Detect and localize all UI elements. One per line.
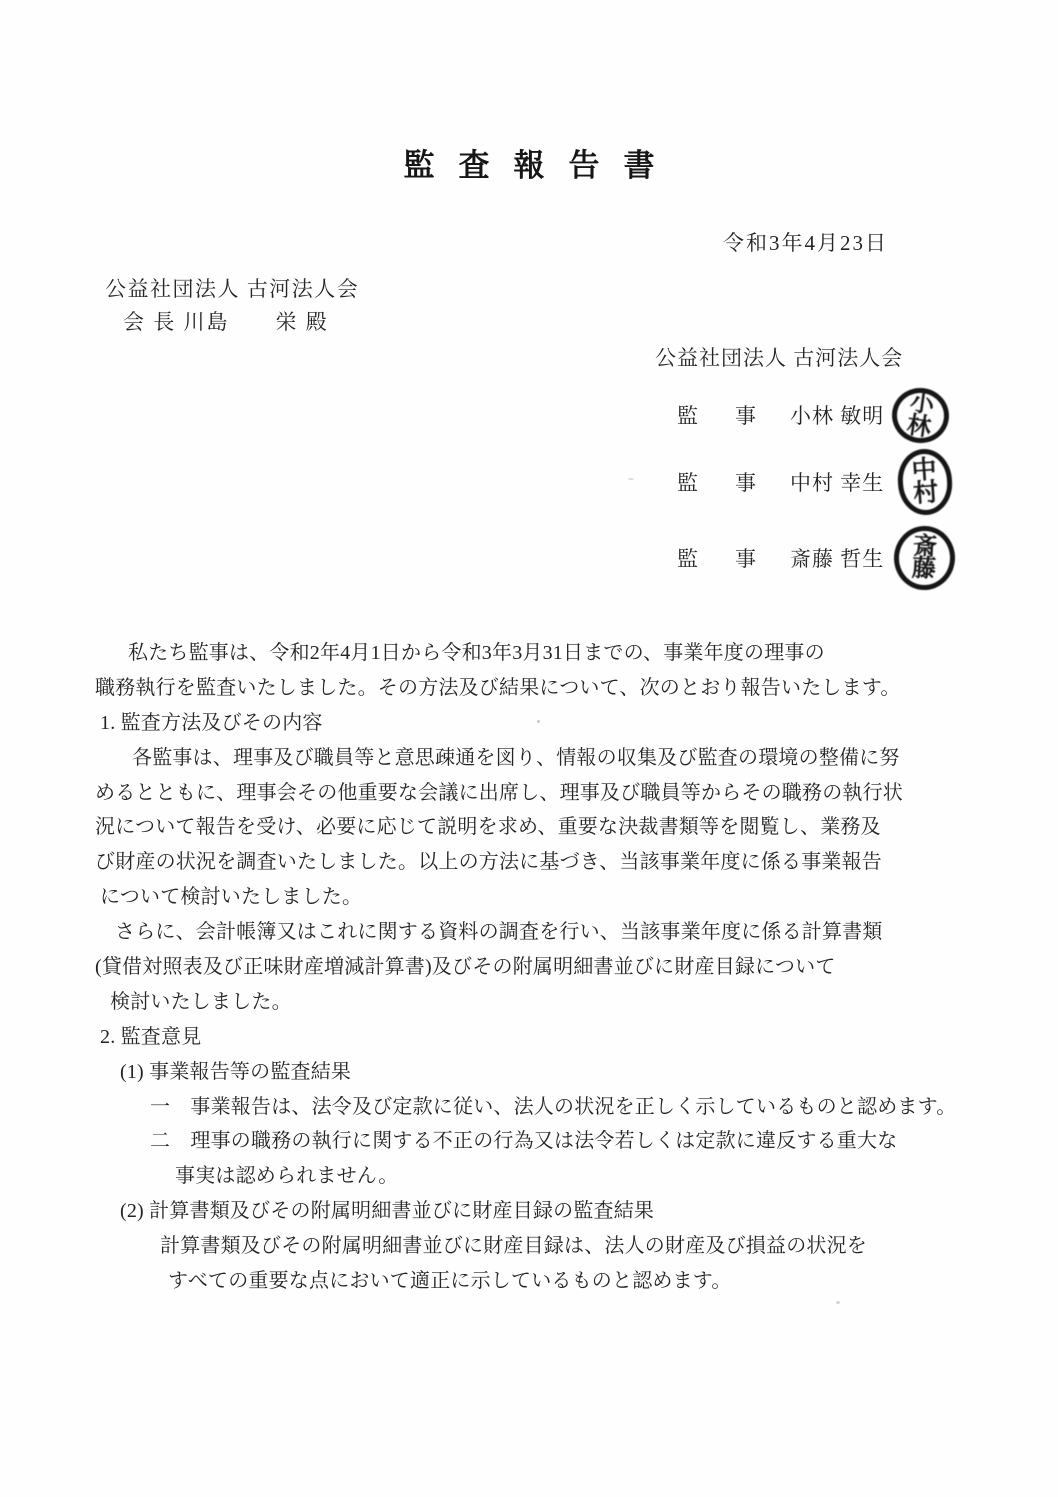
hanko-seal-stamp: [893, 524, 957, 591]
hanko-seal-stamp: [889, 384, 953, 446]
seal-text: 小林: [905, 389, 936, 441]
body-line: すべての重要な点において適正に示しているものと認めます。: [168, 1269, 732, 1292]
scan-artifact: [537, 720, 540, 723]
body-line: 2. 監査意見: [100, 1025, 202, 1048]
addressee-person: 会 長 川島 栄 殿: [123, 310, 329, 334]
body-line: 二 理事の職務の執行に関する不正の行為又は法令若しくは定款に違反する重大な: [150, 1130, 898, 1153]
body-line: さらに、会計帳簿又はこれに関する資料の調査を行い、当該事業年度に係る計算書類: [115, 921, 883, 944]
seal-text: 中村: [911, 456, 940, 508]
auditor-role: 監 事: [677, 547, 764, 571]
scan-artifact: [836, 1301, 840, 1304]
body-line: めるとともに、理事会その他重要な会議に出席し、理事及び職員等からその職務の執行状: [95, 781, 903, 804]
report-body: [95, 633, 975, 1296]
body-line: 私たち監事は、令和2年4月1日から令和3年3月31日までの、事業年度の理事の: [128, 641, 825, 664]
auditor-name: 小林 敏明: [790, 404, 885, 428]
body-line: (貸借対照表及び正味財産増減計算書)及びその附属明細書並びに財産目録について: [95, 955, 836, 978]
auditor-name: 斎藤 哲生: [790, 547, 885, 571]
report-date: 令和3年4月23日: [723, 231, 888, 255]
body-line: 検討いたしました。: [110, 990, 292, 1013]
body-line: 一 事業報告は、法令及び定款に従い、法人の状況を正しく示しているものと認めます。: [150, 1095, 957, 1118]
auditor-signature-row: [677, 449, 952, 515]
body-line: 1. 監査方法及びその内容: [100, 711, 323, 734]
auditor-name: 中村 幸生: [790, 471, 885, 495]
addressee-organization: 公益社団法人 古河法人会: [105, 277, 360, 301]
body-line: び財産の状況を調査いたしました。以上の方法に基づき、当該事業年度に係る事業報告: [95, 851, 882, 874]
auditor-role: 監 事: [677, 404, 764, 428]
body-line: (2) 計算書類及びその附属明細書並びに財産目録の監査結果: [120, 1200, 655, 1223]
body-line: 況について報告を受け、必要に応じて説明を求め、重要な決裁書類等を閲覧し、業務及: [95, 816, 881, 839]
auditor-signature-row: [677, 525, 955, 591]
page-title: 監査報告書: [403, 148, 679, 183]
scan-artifact: [628, 478, 634, 480]
body-line: (1) 事業報告等の監査結果: [120, 1060, 352, 1083]
hanko-seal-stamp: [896, 447, 954, 517]
body-line: 事実は認められません。: [175, 1165, 399, 1188]
seal-text: 斎藤: [911, 533, 938, 583]
body-line: について検討いたしました。: [100, 886, 363, 909]
body-line: 職務執行を監査いたしました。その方法及び結果について、次のとおり報告いたします。: [95, 676, 901, 699]
body-line: 計算書類及びその附属明細書並びに財産目録は、法人の財産及び損益の状況を: [160, 1235, 867, 1258]
auditor-signature-row: [677, 382, 949, 448]
auditor-role: 監 事: [677, 471, 764, 495]
body-line: 各監事は、理事及び職員等と意思疎通を図り、情報の収集及び監査の環境の整備に努: [132, 746, 900, 769]
issuer-organization: 公益社団法人 古河法人会: [655, 346, 904, 370]
